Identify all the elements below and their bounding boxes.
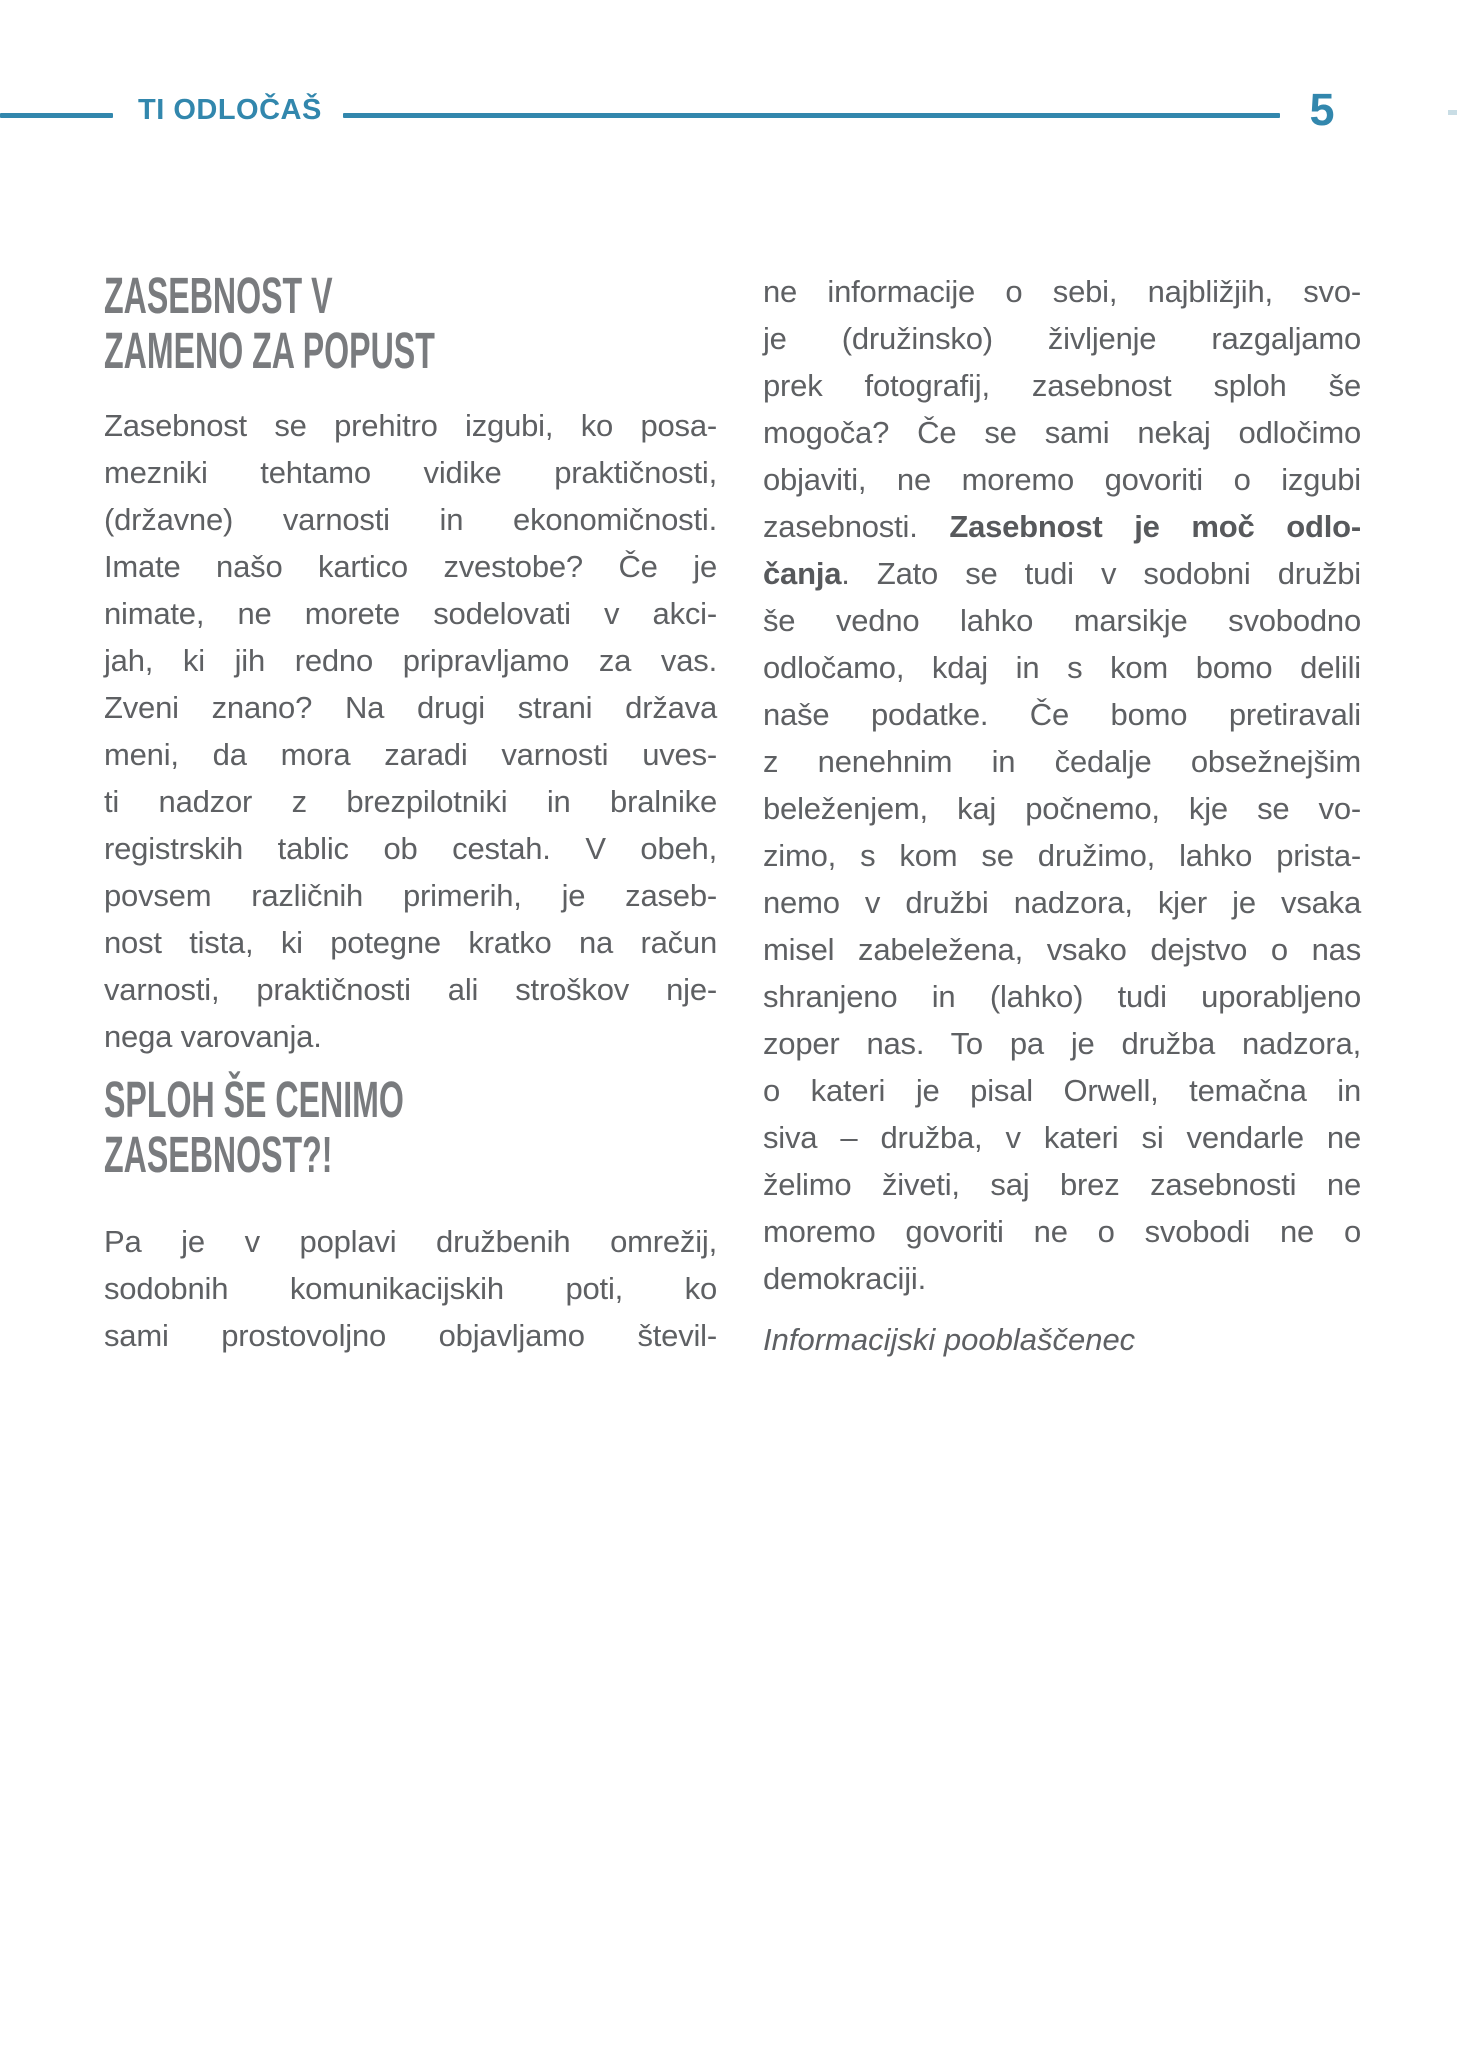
paragraph-social-media: [104, 1218, 717, 1359]
text-line: zasebnosti. Zasebnost je moč odlo-: [763, 509, 1362, 544]
text-line: Zveni znano? Na drugi strani država: [104, 690, 717, 725]
text-line: Pa je v poplavi družbenih omrežij,: [104, 1224, 717, 1259]
paragraph-continued: [763, 268, 1361, 1302]
text-line: povsem različnih primerih, je zaseb-: [104, 878, 717, 913]
text-line: objaviti, ne moremo govoriti o izgubi: [763, 462, 1361, 497]
text-line: ZASEBNOST V: [104, 267, 333, 324]
text-line: odločamo, kdaj in s kom bomo delili: [763, 650, 1361, 685]
text-line: jah, ki jih redno pripravljamo za vas.: [104, 643, 717, 678]
header-rule-mid: [343, 113, 1280, 118]
text-line: naše podatke. Če bomo pretiravali: [763, 697, 1361, 732]
signature-author: Informacijski pooblaščenec: [763, 1322, 1136, 1357]
heading-zasebnost-v-zameno-za-popust: [104, 268, 717, 378]
text-line: še vedno lahko marsikje svobodno: [763, 603, 1361, 638]
text-line: nost tista, ki potegne kratko na račun: [104, 925, 717, 960]
text-line: nimate, ne morete sodelovati v akci-: [104, 596, 717, 631]
header-rule-left: [0, 113, 113, 118]
text-line: ZAMENO ZA POPUST: [104, 322, 435, 379]
text-line: nega varovanja.: [104, 1019, 322, 1054]
text-line: sodobnih komunikacijskih poti, ko: [104, 1271, 717, 1306]
page-number: 5: [1309, 84, 1335, 135]
paragraph-privacy-lost: [104, 402, 717, 1060]
text-line: z nenehnim in čedalje obsežnejšim: [763, 744, 1361, 779]
text-line: ne informacije o sebi, najbližjih, svo-: [763, 274, 1361, 309]
column-left: [104, 268, 717, 1363]
header-edge-mark: [1448, 110, 1457, 115]
column-right: [763, 268, 1361, 1363]
text-line: ti nadzor z brezpilotniki in bralnike: [104, 784, 717, 819]
text-line: demokraciji.: [763, 1261, 926, 1296]
text-line: beleženjem, kaj počnemo, kje se vo-: [763, 791, 1361, 826]
text-line: meni, da mora zaradi varnosti uves-: [104, 737, 717, 772]
text-line: misel zabeležena, vsako dejstvo o nas: [763, 932, 1361, 967]
section-label: TI ODLOČAŠ: [138, 94, 322, 126]
text-line: je (družinsko) življenje razgaljamo: [763, 321, 1361, 356]
article-body: [104, 268, 1361, 1363]
text-line: želimo živeti, saj brez zasebnosti ne: [763, 1167, 1361, 1202]
text-line: siva – družba, v kateri si vendarle ne: [763, 1120, 1361, 1155]
text-line: Zasebnost se prehitro izgubi, ko posa-: [104, 408, 717, 443]
text-line: mogoča? Če se sami nekaj odločimo: [763, 415, 1361, 450]
text-line: SPLOH ŠE CENIMO: [104, 1071, 404, 1128]
text-line: zimo, s kom se družimo, lahko prista-: [763, 838, 1361, 873]
text-line: prek fotografij, zasebnost sploh še: [763, 368, 1361, 403]
text-line: moremo govoriti ne o svobodi ne o: [763, 1214, 1361, 1249]
text-line: shranjeno in (lahko) tudi uporabljeno: [763, 979, 1361, 1014]
text-line: zoper nas. To pa je družba nadzora,: [763, 1026, 1361, 1061]
text-line: mezniki tehtamo vidike praktičnosti,: [104, 455, 717, 490]
text-line: registrskih tablic ob cestah. V obeh,: [104, 831, 717, 866]
text-line: o kateri je pisal Orwell, temačna in: [763, 1073, 1361, 1108]
text-line: Imate našo kartico zvestobe? Če je: [104, 549, 717, 584]
text-line: nemo v družbi nadzora, kjer je vsaka: [763, 885, 1361, 920]
text-line: ZASEBNOST?!: [104, 1126, 333, 1183]
text-line: varnosti, praktičnosti ali stroškov nje-: [104, 972, 717, 1007]
text-line: sami prostovoljno objavljamo števil-: [104, 1318, 717, 1353]
heading-sploh-se-cenimo-zasebnost: [104, 1072, 717, 1182]
text-line: čanja. Zato se tudi v sodobni družbi: [763, 556, 1361, 591]
text-line: (državne) varnosti in ekonomičnosti.: [104, 502, 717, 537]
